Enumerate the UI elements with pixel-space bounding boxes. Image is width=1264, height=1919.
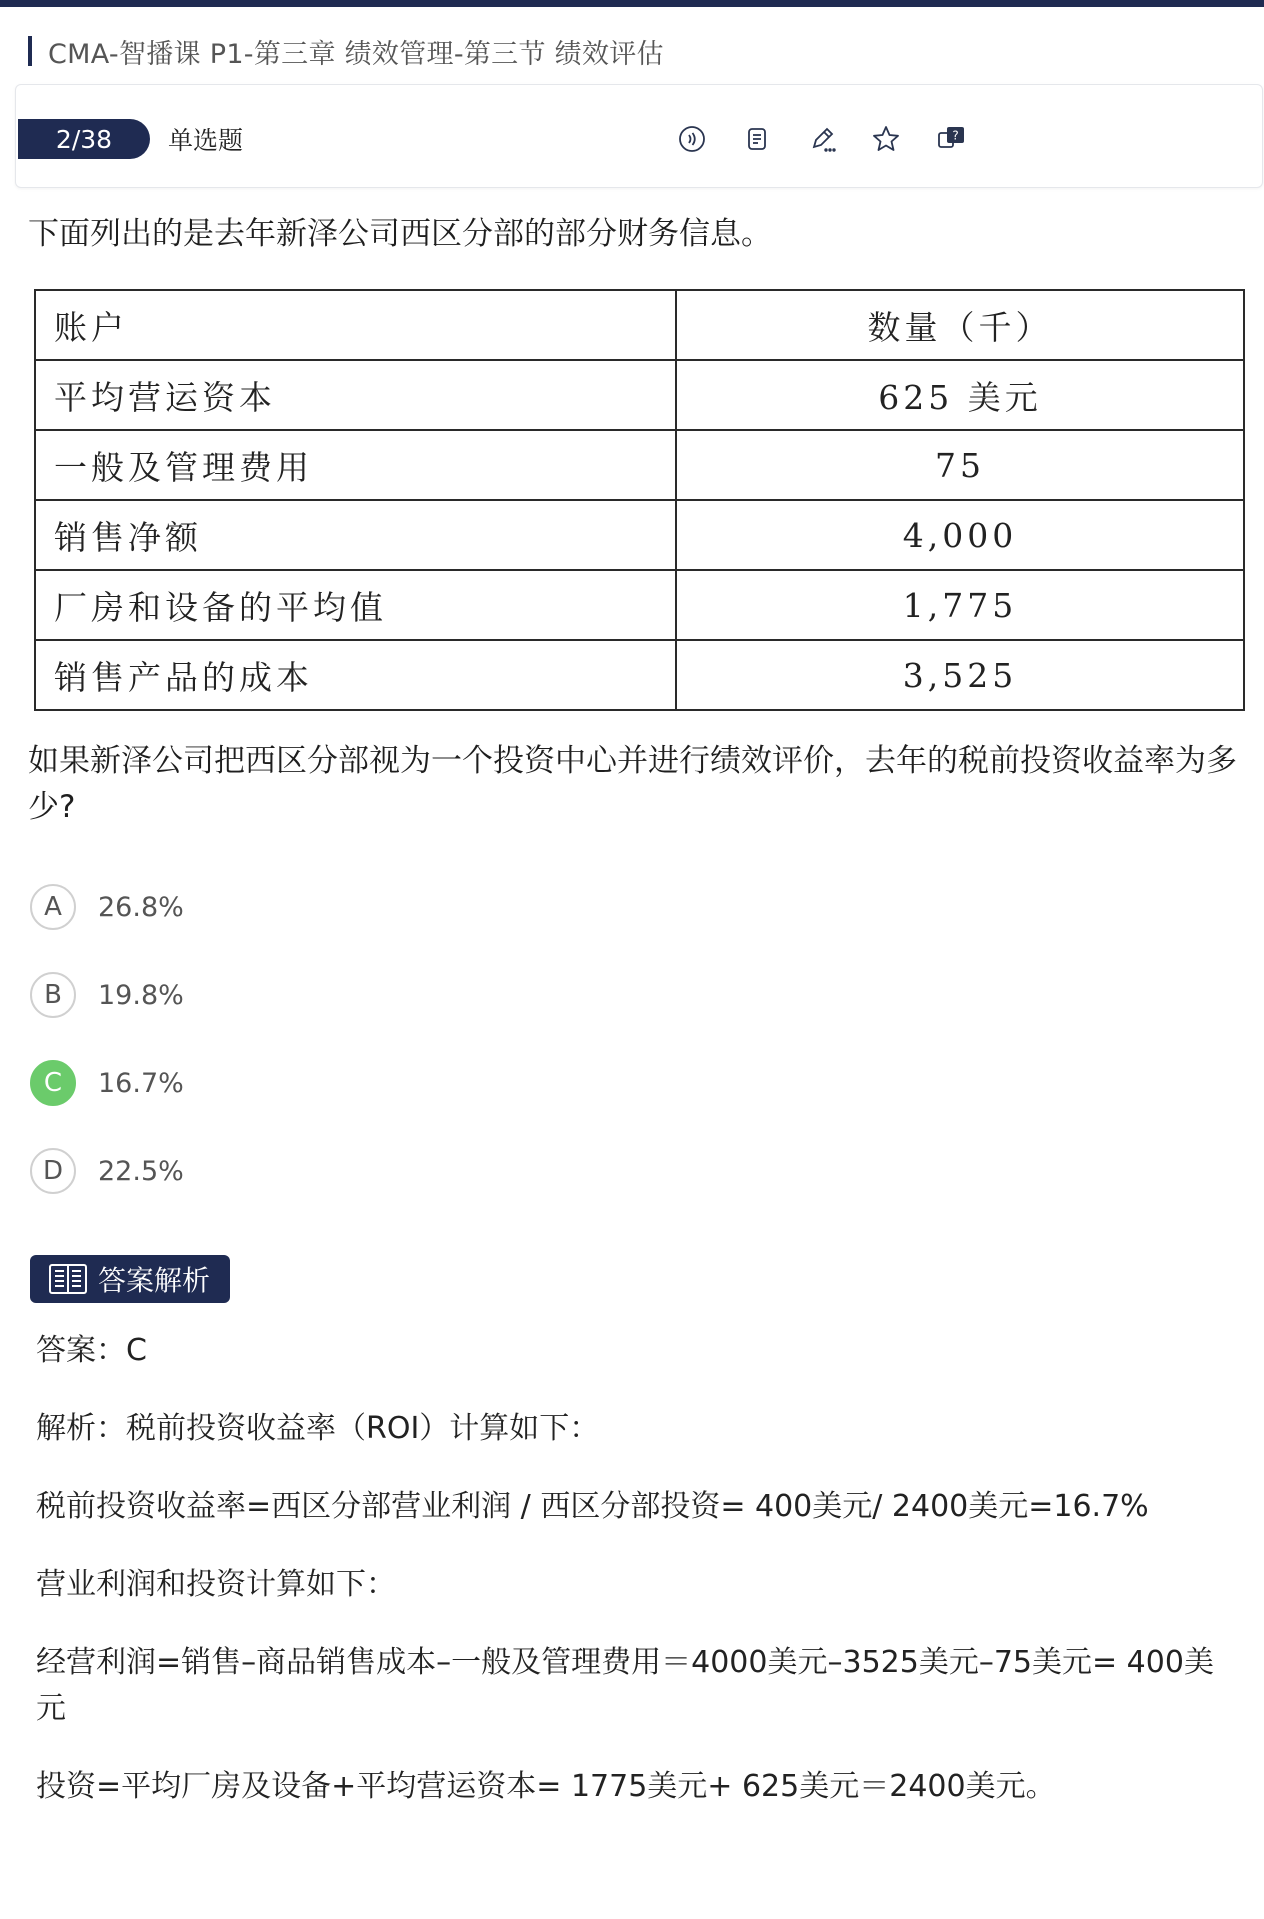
- ask-question-icon[interactable]: [931, 119, 971, 159]
- table-cell-amount: 1,775: [676, 570, 1244, 640]
- analysis-badge: [30, 1255, 230, 1303]
- answer-line: 答案：C: [36, 1333, 147, 1368]
- question-stem: 下面列出的是去年新泽公司西区分部的部分财务信息。: [28, 216, 772, 252]
- financial-table: [34, 289, 1245, 711]
- option-text[interactable]: 16.7%: [98, 1067, 184, 1099]
- table-cell-amount: 4,000: [676, 500, 1244, 570]
- option-c[interactable]: [30, 1058, 184, 1108]
- question-type-label: 单选题: [168, 126, 244, 155]
- table-cell-account: 销售产品的成本: [35, 640, 676, 710]
- option-letter[interactable]: A: [30, 884, 76, 930]
- table-row: [35, 430, 1244, 500]
- option-letter[interactable]: B: [30, 972, 76, 1018]
- option-text[interactable]: 19.8%: [98, 979, 184, 1011]
- table-row: [35, 640, 1244, 710]
- option-letter-correct[interactable]: C: [30, 1060, 76, 1106]
- question-header: [15, 84, 1263, 188]
- option-a[interactable]: [30, 882, 184, 932]
- edit-icon[interactable]: [802, 119, 842, 159]
- analysis-line: 投资=平均厂房及设备+平均营运资本= 1775美元+ 625美元＝2400美元。: [36, 1769, 1056, 1804]
- table-header-account: 账户: [35, 290, 676, 360]
- question-text: 如果新泽公司把西区分部视为一个投资中心并进行绩效评价，去年的税前投资收益率为多少?: [28, 743, 1237, 825]
- table-cell-amount: 3,525: [676, 640, 1244, 710]
- analysis-badge-label: 答案解析: [98, 1264, 211, 1297]
- breadcrumb-marker: [28, 36, 32, 66]
- table-cell-amount: 75: [676, 430, 1244, 500]
- option-text[interactable]: 26.8%: [98, 891, 184, 923]
- star-icon[interactable]: [866, 119, 906, 159]
- table-header-row: [35, 290, 1244, 360]
- breadcrumb-text: CMA-智播课 P1-第三章 绩效管理-第三节 绩效评估: [48, 38, 664, 70]
- svg-text:?: ?: [952, 128, 959, 143]
- question-index-badge: 2/38: [18, 119, 150, 159]
- table-cell-amount: 625 美元: [676, 360, 1244, 430]
- table-cell-account: 一般及管理费用: [35, 430, 676, 500]
- table-header-amount: 数量（千）: [676, 290, 1244, 360]
- analysis-line: 税前投资收益率=西区分部营业利润 / 西区分部投资= 400美元/ 2400美元=16.7%: [36, 1489, 1149, 1524]
- table-row: [35, 500, 1244, 570]
- audio-icon[interactable]: [672, 119, 712, 159]
- option-text[interactable]: 22.5%: [98, 1155, 184, 1187]
- book-icon: [48, 1262, 88, 1296]
- table-row: [35, 570, 1244, 640]
- analysis-line: 营业利润和投资计算如下：: [36, 1567, 396, 1602]
- option-d[interactable]: [30, 1146, 184, 1196]
- table-cell-account: 销售净额: [35, 500, 676, 570]
- top-accent-bar: [0, 0, 1264, 7]
- option-b[interactable]: [30, 970, 184, 1020]
- option-letter[interactable]: D: [30, 1148, 76, 1194]
- analysis-line: 经营利润=销售–商品销售成本–一般及管理费用＝4000美元–3525美元–75美元= 400美元: [36, 1645, 1214, 1726]
- breadcrumb: [28, 34, 664, 68]
- notes-icon[interactable]: [737, 119, 777, 159]
- table-row: [35, 360, 1244, 430]
- table-cell-account: 厂房和设备的平均值: [35, 570, 676, 640]
- table-cell-account: 平均营运资本: [35, 360, 676, 430]
- analysis-line: 解析：税前投资收益率（ROI）计算如下：: [36, 1411, 600, 1446]
